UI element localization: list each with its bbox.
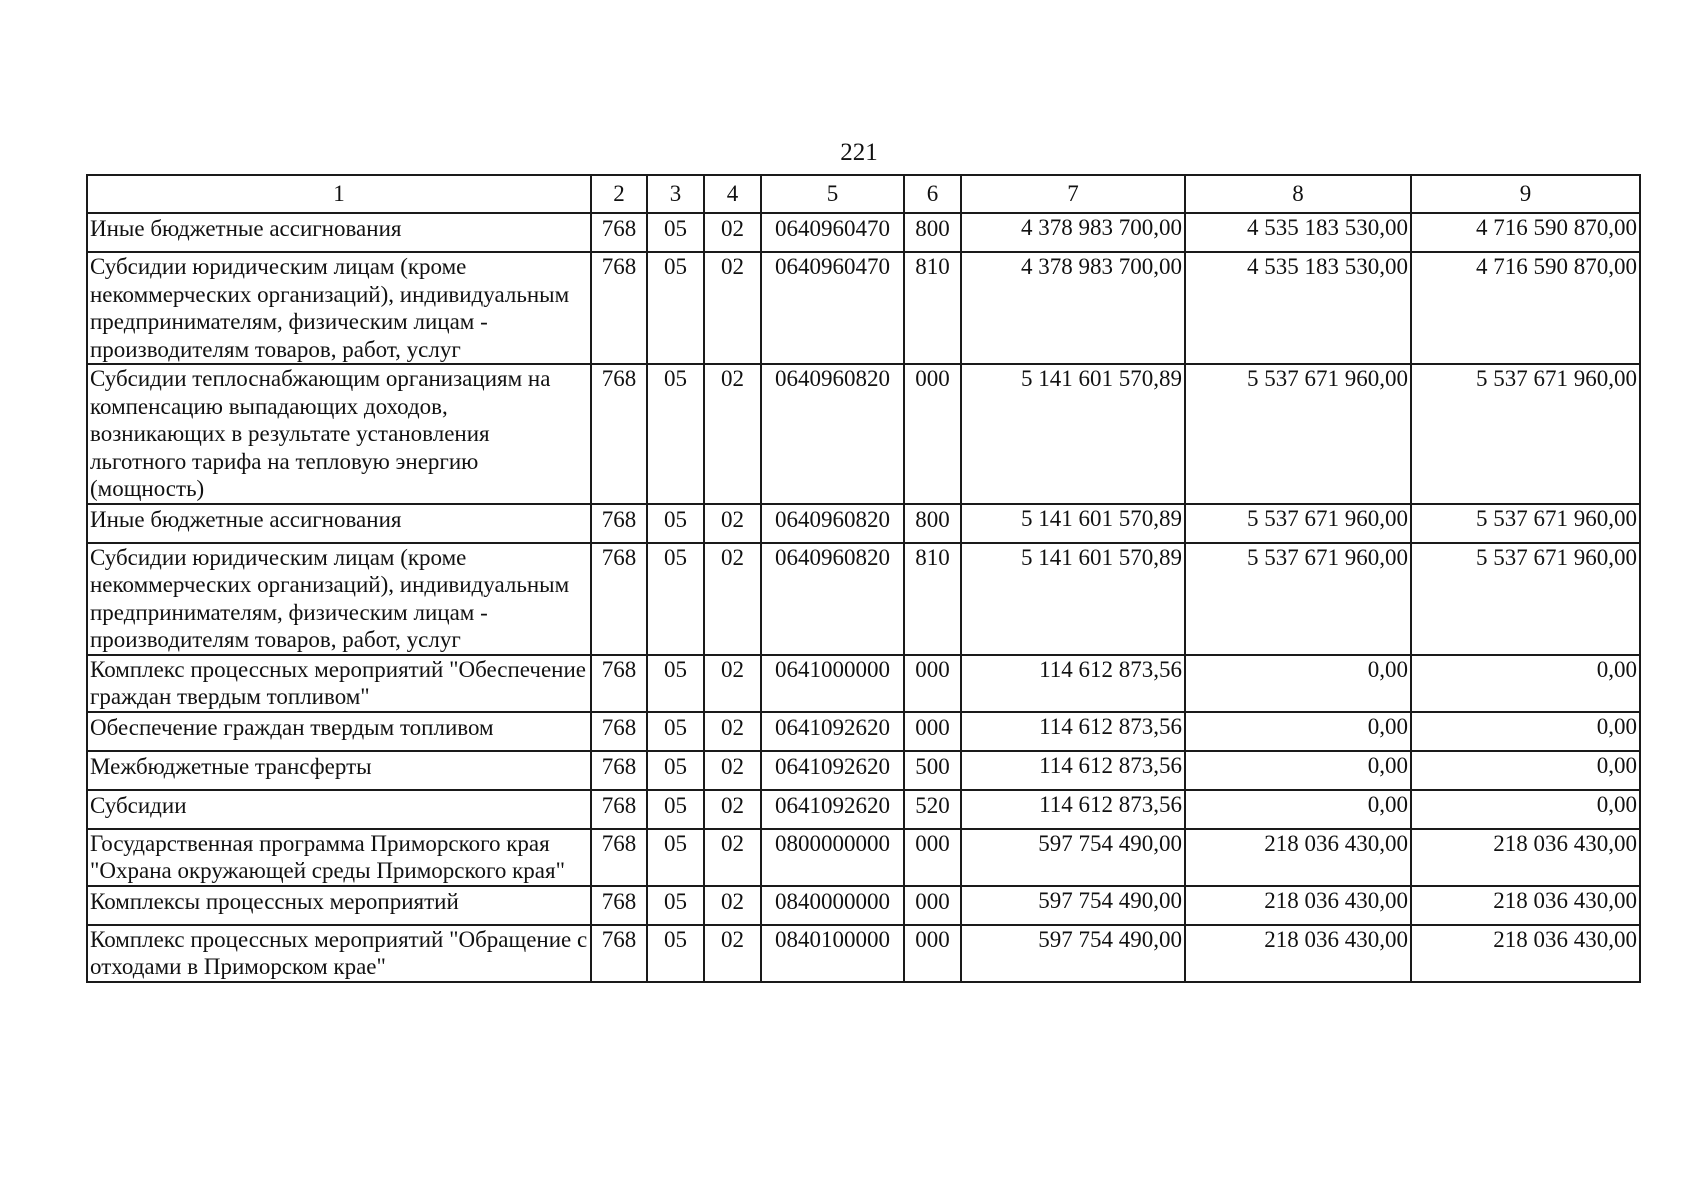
cell-ministry-code: 768 xyxy=(591,504,647,543)
cell-target-article: 0840000000 xyxy=(761,886,904,925)
cell-amount-col7: 4 378 983 700,00 xyxy=(961,252,1185,364)
cell-amount-col9: 0,00 xyxy=(1411,790,1640,829)
table-row xyxy=(87,655,1640,712)
cell-amount-col9: 5 537 671 960,00 xyxy=(1411,504,1640,543)
cell-target-article: 0641092620 xyxy=(761,751,904,790)
cell-section-code: 05 xyxy=(647,504,704,543)
cell-amount-col8: 0,00 xyxy=(1185,655,1411,712)
cell-amount-col7: 114 612 873,56 xyxy=(961,712,1185,751)
cell-ministry-code: 768 xyxy=(591,790,647,829)
cell-ministry-code: 768 xyxy=(591,252,647,364)
cell-amount-col9: 4 716 590 870,00 xyxy=(1411,252,1640,364)
cell-amount-col8: 218 036 430,00 xyxy=(1185,829,1411,886)
cell-amount-col9: 5 537 671 960,00 xyxy=(1411,364,1640,504)
cell-target-article: 0641092620 xyxy=(761,712,904,751)
cell-section-code: 05 xyxy=(647,829,704,886)
cell-section-code: 05 xyxy=(647,790,704,829)
table-row xyxy=(87,790,1640,829)
cell-section-code: 05 xyxy=(647,925,704,982)
table-row xyxy=(87,543,1640,655)
cell-subsection-code: 02 xyxy=(704,364,761,504)
row-name: Комплекс процессных мероприятий "Обеспечение граждан твердым топливом" xyxy=(87,655,591,712)
cell-expense-type: 800 xyxy=(904,213,961,252)
cell-expense-type: 000 xyxy=(904,655,961,712)
cell-amount-col8: 5 537 671 960,00 xyxy=(1185,364,1411,504)
cell-ministry-code: 768 xyxy=(591,213,647,252)
cell-amount-col7: 114 612 873,56 xyxy=(961,655,1185,712)
cell-ministry-code: 768 xyxy=(591,543,647,655)
cell-amount-col9: 5 537 671 960,00 xyxy=(1411,543,1640,655)
cell-amount-col7: 114 612 873,56 xyxy=(961,790,1185,829)
cell-subsection-code: 02 xyxy=(704,829,761,886)
cell-ministry-code: 768 xyxy=(591,751,647,790)
cell-amount-col9: 0,00 xyxy=(1411,655,1640,712)
cell-target-article: 0800000000 xyxy=(761,829,904,886)
header-col-7: 7 xyxy=(961,175,1185,213)
cell-subsection-code: 02 xyxy=(704,790,761,829)
cell-amount-col8: 5 537 671 960,00 xyxy=(1185,543,1411,655)
cell-target-article: 0640960820 xyxy=(761,504,904,543)
cell-amount-col8: 4 535 183 530,00 xyxy=(1185,213,1411,252)
header-col-3: 3 xyxy=(647,175,704,213)
row-name: Субсидии xyxy=(87,790,591,829)
cell-target-article: 0640960820 xyxy=(761,543,904,655)
cell-subsection-code: 02 xyxy=(704,751,761,790)
table-row xyxy=(87,213,1640,252)
header-col-1: 1 xyxy=(87,175,591,213)
cell-amount-col9: 218 036 430,00 xyxy=(1411,925,1640,982)
table-body xyxy=(87,213,1640,982)
table-row xyxy=(87,364,1640,504)
cell-target-article: 0640960820 xyxy=(761,364,904,504)
cell-subsection-code: 02 xyxy=(704,252,761,364)
row-name: Иные бюджетные ассигнования xyxy=(87,213,591,252)
row-name: Государственная программа Приморского края "Охрана окружающей среды Приморского края" xyxy=(87,829,591,886)
cell-target-article: 0640960470 xyxy=(761,252,904,364)
cell-amount-col7: 5 141 601 570,89 xyxy=(961,543,1185,655)
table-row xyxy=(87,504,1640,543)
table-row xyxy=(87,886,1640,925)
cell-ministry-code: 768 xyxy=(591,712,647,751)
cell-expense-type: 500 xyxy=(904,751,961,790)
cell-section-code: 05 xyxy=(647,252,704,364)
cell-ministry-code: 768 xyxy=(591,829,647,886)
cell-amount-col7: 597 754 490,00 xyxy=(961,925,1185,982)
header-col-9: 9 xyxy=(1411,175,1640,213)
cell-subsection-code: 02 xyxy=(704,886,761,925)
cell-amount-col9: 4 716 590 870,00 xyxy=(1411,213,1640,252)
row-name: Субсидии юридическим лицам (кроме некоммерческих организаций), индивидуальным предпринимателям, физическим лицам - производителям товаров, работ, услуг xyxy=(87,543,591,655)
cell-ministry-code: 768 xyxy=(591,655,647,712)
cell-amount-col9: 218 036 430,00 xyxy=(1411,886,1640,925)
cell-amount-col8: 5 537 671 960,00 xyxy=(1185,504,1411,543)
header-col-4: 4 xyxy=(704,175,761,213)
header-col-6: 6 xyxy=(904,175,961,213)
row-name: Субсидии теплоснабжающим организациям на компенсацию выпадающих доходов, возникающих в результате установления льготного тарифа на тепловую энергию (мощность) xyxy=(87,364,591,504)
cell-ministry-code: 768 xyxy=(591,925,647,982)
header-col-5: 5 xyxy=(761,175,904,213)
cell-subsection-code: 02 xyxy=(704,655,761,712)
cell-amount-col7: 4 378 983 700,00 xyxy=(961,213,1185,252)
cell-amount-col9: 0,00 xyxy=(1411,751,1640,790)
table-row xyxy=(87,252,1640,364)
cell-amount-col8: 218 036 430,00 xyxy=(1185,886,1411,925)
table-row xyxy=(87,829,1640,886)
cell-amount-col8: 4 535 183 530,00 xyxy=(1185,252,1411,364)
cell-expense-type: 000 xyxy=(904,925,961,982)
cell-section-code: 05 xyxy=(647,886,704,925)
cell-amount-col7: 5 141 601 570,89 xyxy=(961,504,1185,543)
cell-expense-type: 810 xyxy=(904,543,961,655)
cell-expense-type: 000 xyxy=(904,712,961,751)
table-row xyxy=(87,712,1640,751)
cell-target-article: 0640960470 xyxy=(761,213,904,252)
cell-target-article: 0641000000 xyxy=(761,655,904,712)
cell-expense-type: 810 xyxy=(904,252,961,364)
row-name: Межбюджетные трансферты xyxy=(87,751,591,790)
header-row xyxy=(87,175,1640,213)
header-col-8: 8 xyxy=(1185,175,1411,213)
cell-section-code: 05 xyxy=(647,364,704,504)
page-number: 221 xyxy=(840,139,878,166)
cell-expense-type: 000 xyxy=(904,886,961,925)
cell-expense-type: 800 xyxy=(904,504,961,543)
cell-ministry-code: 768 xyxy=(591,886,647,925)
cell-subsection-code: 02 xyxy=(704,543,761,655)
budget-table xyxy=(86,174,1641,983)
cell-target-article: 0840100000 xyxy=(761,925,904,982)
cell-subsection-code: 02 xyxy=(704,504,761,543)
cell-amount-col9: 218 036 430,00 xyxy=(1411,829,1640,886)
cell-amount-col7: 597 754 490,00 xyxy=(961,886,1185,925)
cell-section-code: 05 xyxy=(647,655,704,712)
table-header xyxy=(87,175,1640,213)
cell-amount-col7: 5 141 601 570,89 xyxy=(961,364,1185,504)
row-name: Комплексы процессных мероприятий xyxy=(87,886,591,925)
cell-subsection-code: 02 xyxy=(704,712,761,751)
cell-amount-col7: 597 754 490,00 xyxy=(961,829,1185,886)
cell-amount-col7: 114 612 873,56 xyxy=(961,751,1185,790)
cell-amount-col8: 0,00 xyxy=(1185,712,1411,751)
cell-subsection-code: 02 xyxy=(704,925,761,982)
cell-amount-col9: 0,00 xyxy=(1411,712,1640,751)
cell-amount-col8: 0,00 xyxy=(1185,790,1411,829)
cell-section-code: 05 xyxy=(647,213,704,252)
row-name: Комплекс процессных мероприятий "Обращение с отходами в Приморском крае" xyxy=(87,925,591,982)
table-row xyxy=(87,751,1640,790)
cell-target-article: 0641092620 xyxy=(761,790,904,829)
table-row xyxy=(87,925,1640,982)
row-name: Субсидии юридическим лицам (кроме некоммерческих организаций), индивидуальным предпринимателям, физическим лицам - производителям товаров, работ, услуг xyxy=(87,252,591,364)
header-col-2: 2 xyxy=(591,175,647,213)
row-name: Обеспечение граждан твердым топливом xyxy=(87,712,591,751)
cell-subsection-code: 02 xyxy=(704,213,761,252)
cell-expense-type: 520 xyxy=(904,790,961,829)
cell-section-code: 05 xyxy=(647,712,704,751)
row-name: Иные бюджетные ассигнования xyxy=(87,504,591,543)
cell-amount-col8: 0,00 xyxy=(1185,751,1411,790)
cell-expense-type: 000 xyxy=(904,829,961,886)
cell-expense-type: 000 xyxy=(904,364,961,504)
cell-section-code: 05 xyxy=(647,751,704,790)
cell-amount-col8: 218 036 430,00 xyxy=(1185,925,1411,982)
cell-section-code: 05 xyxy=(647,543,704,655)
cell-ministry-code: 768 xyxy=(591,364,647,504)
